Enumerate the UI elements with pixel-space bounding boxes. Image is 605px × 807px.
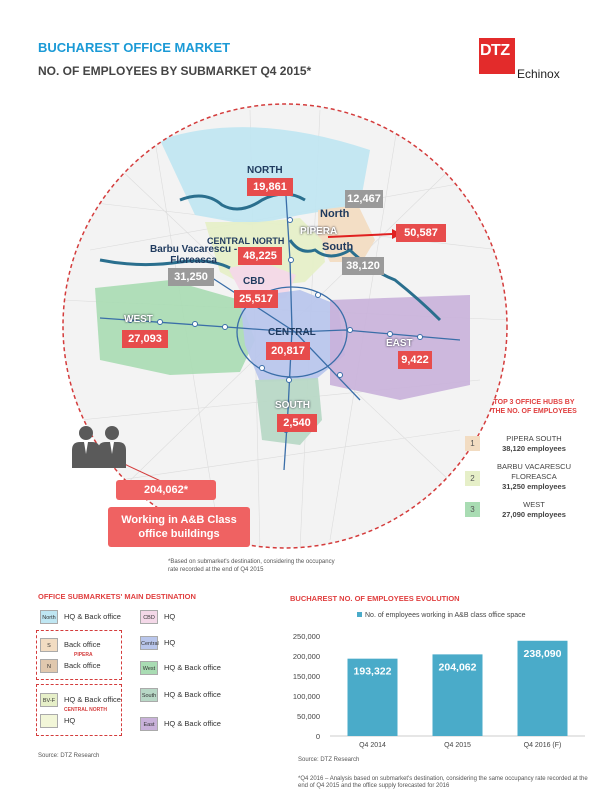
total-caption-text: Working in A&B Class office buildings [121,514,237,540]
legend-text-left-4: HQ [64,716,76,725]
legend-text-right-3: HQ & Back office [164,690,221,699]
y-tick-label-0: 0 [315,732,320,741]
value-north: 19,861 [247,178,293,196]
value-pipera-south: 38,120 [342,257,384,275]
hub-1-value: 38,120 employees [502,444,566,453]
value-central-north: 48,225 [238,247,282,265]
legend-text-left-2: Back office [64,661,101,670]
employees-bar-chart [285,608,590,758]
label-central-north: CENTRAL NORTH [207,236,285,246]
label-barbu: Barbu Vacarescu - Floreasca [150,244,238,266]
legend-text-right-4: HQ & Back office [164,719,221,728]
y-tick-label-4: 200,000 [292,652,320,661]
hub-2 [486,462,582,492]
hub-3-name: WEST [523,500,545,509]
value-east: 9,422 [398,351,432,369]
y-tick-label-1: 50,000 [297,712,320,721]
legend-text-right-1: HQ [164,638,176,647]
legend-swatch-right-0: CBD [140,610,158,624]
label-west: WEST [124,314,153,325]
logo-sub: Echinox [517,67,560,81]
hub-rank-3: 3 [465,502,480,517]
legend-swatch-left-2: N [40,659,58,673]
legend-text-right-2: HQ & Back office [164,663,221,672]
x-tick-label-1: Q4 2015 [444,742,471,749]
legend-swatch-right-2: West [140,661,158,675]
chart-source: Source: DTZ Research [298,757,360,763]
chart-legend-swatch [357,612,362,617]
hub-2-value: 31,250 employees [502,482,566,491]
legend-swatch-right-1: Central [140,636,158,650]
y-tick-label-3: 150,000 [292,672,320,681]
value-pipera-north: 12,467 [345,190,383,208]
hub-2-name: BARBU VACARESCU FLOREASCA [496,462,572,481]
chart-footnote: *Q4 2016 – Analysis based on submarket's destination, considering the same occupancy rate recorded at the end of Q4 2015 and the office supply forecasted for 2016 [298,776,588,789]
label-cbd: CBD [243,276,265,287]
legend-swatch-right-3: South [140,688,158,702]
hub-1-name: PIPERA SOUTH [506,434,562,443]
hub-rank-1: 1 [465,436,480,451]
legend-swatch-left-0: North [40,610,58,624]
label-north: NORTH [247,165,283,176]
label-south: SOUTH [275,400,310,411]
value-barbu: 31,250 [168,268,214,286]
legend-swatch-left-3: BV-F [40,693,58,707]
page-title: BUCHAREST OFFICE MARKET [38,40,231,55]
value-central: 20,817 [266,342,310,360]
total-employees: 204,062* [116,480,216,500]
legend-text-right-0: HQ [164,612,176,621]
value-pipera: 50,587 [396,224,446,242]
total-caption [108,507,250,547]
value-south: 2,540 [277,414,317,432]
y-tick-label-5: 250,000 [292,632,320,641]
x-tick-label-0: Q4 2014 [359,742,386,749]
hub-3 [486,500,582,520]
chart-legend-label: No. of employees working in A&B class office space [365,612,526,619]
label-east: EAST [386,338,413,349]
hub-3-value: 27,090 employees [502,510,566,519]
legend-text-left-0: HQ & Back office [64,612,121,621]
page-subtitle: NO. OF EMPLOYEES BY SUBMARKET Q4 2015* [38,64,312,78]
label-pipera: PIPERA [300,226,338,237]
logo-main: DTZ [480,42,510,59]
label-pipera-south: South [322,241,354,253]
map-footnote: *Based on submarket's destination, considering the occupancy rate recorded at the end of Q4 2015 [168,559,335,573]
value-west: 27,093 [122,330,168,348]
legend-source: Source: DTZ Research [38,753,100,759]
label-central: CENTRAL [268,327,316,338]
top-hubs-title: TOP 3 OFFICE HUBS BY THE NO. OF EMPLOYEES [491,399,577,415]
label-pipera-north: North [320,208,350,220]
x-tick-label-2: Q4 2016 (F) [523,742,562,749]
value-cbd: 25,517 [234,290,278,308]
pipera-group-label: PIPERA [74,652,93,658]
hub-1 [486,434,582,454]
people-icon [68,424,132,470]
hub-rank-2: 2 [465,471,480,486]
central-north-group-label: CENTRAL NORTH [64,707,107,713]
y-tick-label-2: 100,000 [292,692,320,701]
bar-value-label-2: 238,090 [523,647,562,660]
bar-value-label-1: 204,062 [438,661,477,674]
chart-title: BUCHAREST NO. OF EMPLOYEES EVOLUTION [290,594,460,603]
legend-swatch-right-4: East [140,717,158,731]
legend-title: OFFICE SUBMARKETS' MAIN DESTINATION [38,592,196,601]
legend-text-left-3: HQ & Back office [64,695,121,704]
bar-value-label-0: 193,322 [353,665,392,678]
legend-swatch-left-1: S [40,638,58,652]
legend-text-left-1: Back office [64,640,101,649]
